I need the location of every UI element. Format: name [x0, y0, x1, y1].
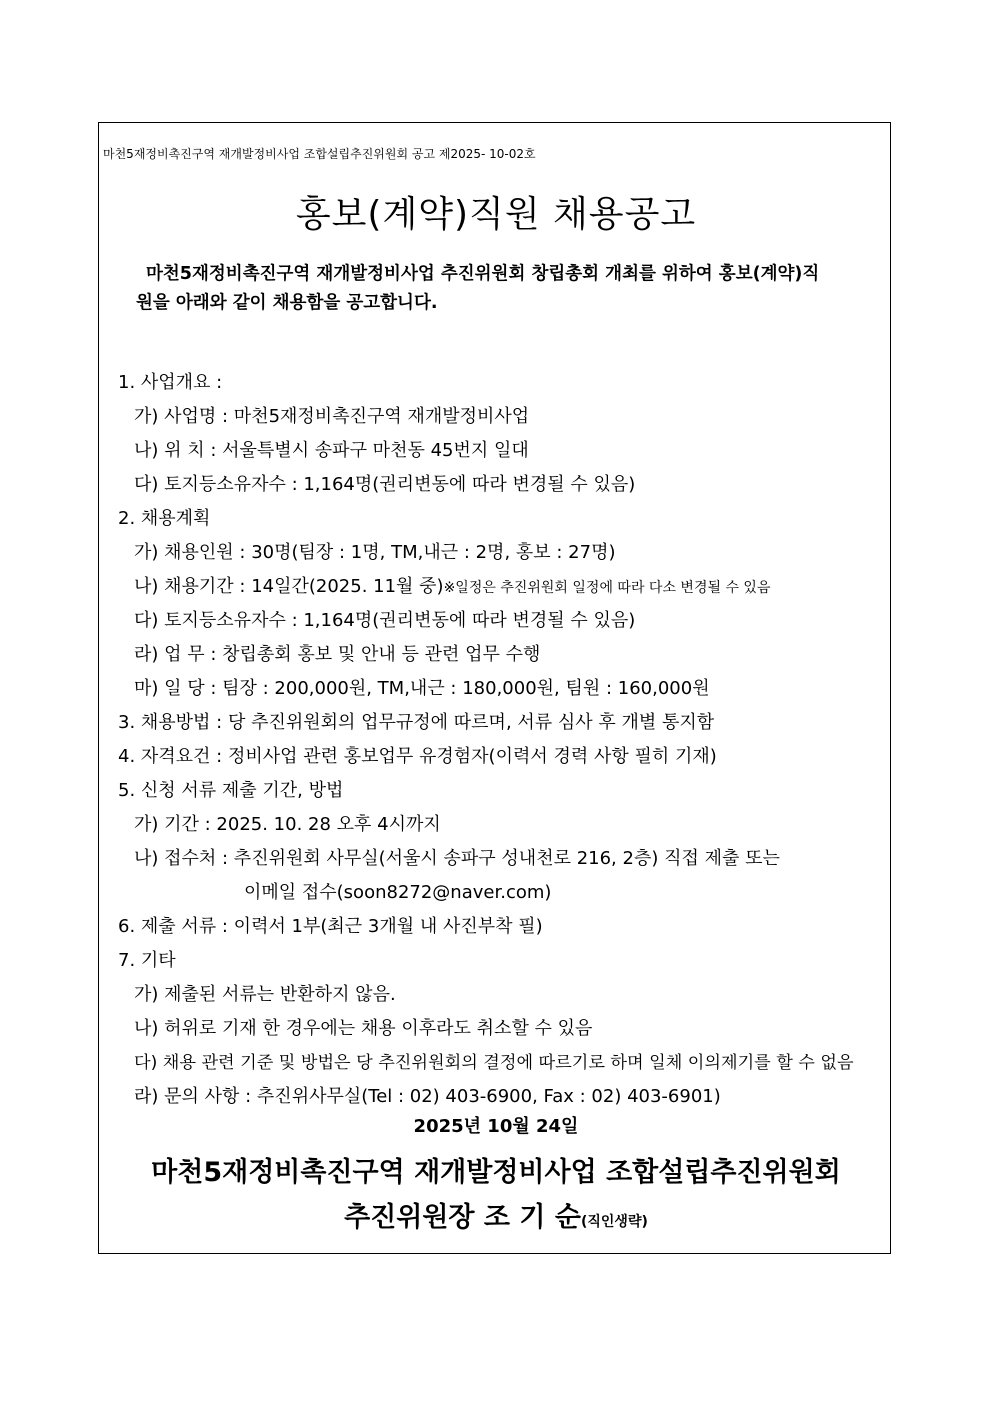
list-item: 마) 일 당 : 팀장 : 200,000원, TM,내근 : 180,000원, 팀원 : 160,000원 [134, 678, 710, 699]
list-item: 나) 접수처 : 추진위원회 사무실(서울시 송파구 성내천로 216, 2층) 직접 제출 또는 [134, 848, 780, 869]
list-item: 다) 토지등소유자수 : 1,164명(권리변동에 따라 변경될 수 있음) [134, 474, 636, 495]
list-item: 가) 사업명 : 마천5재정비촉진구역 재개발정비사업 [134, 406, 530, 427]
section-7-heading: 7. 기타 [118, 950, 176, 971]
list-item: 가) 채용인원 : 30명(팀장 : 1명, TM,내근 : 2명, 홍보 : 27명) [134, 542, 616, 563]
organization-name: 마천5재정비촉진구역 재개발정비사업 조합설립추진위원회 [151, 1157, 841, 1188]
notice-number: 마천5재정비촉진구역 재개발정비사업 조합설립추진위원회 공고 제2025- 10-02호 [103, 147, 536, 161]
section-2-heading: 2. 채용계획 [118, 508, 211, 529]
list-item: 나) 위 치 : 서울특별시 송파구 마천동 45번지 일대 [134, 440, 529, 461]
list-item: 가) 제출된 서류는 반환하지 않음. [134, 984, 396, 1005]
page-title: 홍보(계약)직원 채용공고 [295, 194, 697, 235]
intro-line-2: 원을 아래와 같이 채용함을 공고합니다. [136, 293, 438, 313]
section-4-heading: 4. 자격요건 : 정비사업 관련 홍보업무 유경험자(이력서 경력 사항 필히 기재) [118, 746, 717, 767]
recruit-period: 나) 채용기간 : 14일간(2025. 11월 중) [134, 576, 444, 597]
list-item: 라) 업 무 : 창립총회 홍보 및 안내 등 관련 업무 수행 [134, 644, 541, 665]
section-3-heading: 3. 채용방법 : 당 추진위원회의 업무규정에 따르며, 서류 심사 후 개별 통지함 [118, 712, 715, 733]
chair-name: 추진위원장 조 기 순 [344, 1202, 581, 1233]
email-line: 이메일 접수(soon8272@naver.com) [244, 882, 552, 903]
list-item: 가) 기간 : 2025. 10. 28 오후 4시까지 [134, 814, 441, 835]
seal-note: (직인생략) [580, 1214, 648, 1230]
schedule-note: ※일정은 추진위원회 일정에 따라 다소 변경될 수 있음 [443, 580, 771, 596]
list-item: 다) 채용 관련 기준 및 방법은 당 추진위원회의 결정에 따르기로 하며 일체 이의제기를 할 수 없음 [134, 1053, 854, 1073]
list-item: 라) 문의 사항 : 추진위사무실(Tel : 02) 403-6900, Fax : 02) 403-6901) [134, 1086, 721, 1107]
signature-line [0, 1195, 992, 1234]
intro-line-1: 마천5재정비촉진구역 재개발정비사업 추진위원회 창립총회 개최를 위하여 홍보(계약)직 [146, 264, 820, 284]
list-item: 다) 토지등소유자수 : 1,164명(권리변동에 따라 변경될 수 있음) [134, 610, 636, 631]
list-item [134, 575, 770, 600]
intro-paragraph [136, 260, 866, 318]
list-item: 나) 허위로 기재 한 경우에는 채용 이후라도 취소할 수 있음 [134, 1018, 593, 1039]
notice-date: 2025년 10월 24일 [413, 1116, 579, 1137]
section-1-heading: 1. 사업개요 : [118, 372, 223, 393]
section-5-heading: 5. 신청 서류 제출 기간, 방법 [118, 780, 344, 801]
section-6-heading: 6. 제출 서류 : 이력서 1부(최근 3개월 내 사진부착 필) [118, 916, 543, 937]
